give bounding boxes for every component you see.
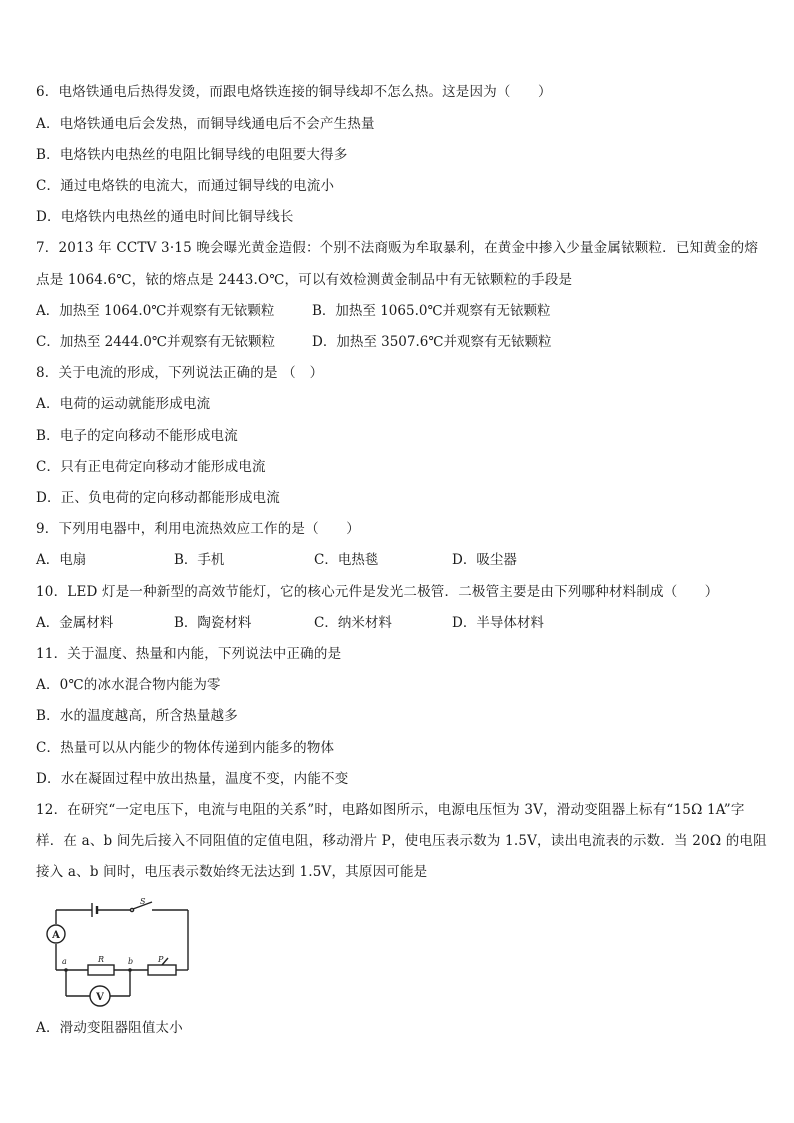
switch-label: S [140,898,146,906]
q7-option-b: B．加热至 1065.0℃并观察有无铱颗粒 [312,303,551,319]
q12-option-a: A．滑动变阻器阻值太小 [36,1020,183,1036]
q12-stem-line1: 12．在研究“一定电压下，电流与电阻的关系”时，电路如图所示，电源电压恒为 3V，滑动变阻器上标有“15Ω 1A”字 [36,802,745,818]
q7-option-a: A．加热至 1064.0℃并观察有无铱颗粒 [36,303,275,319]
q6-stem: 6．电烙铁通电后热得发烫，而跟电烙铁连接的铜导线却不怎么热。这是因为（ ） [36,84,552,100]
rheostat [148,965,176,975]
q10-stem: 10．LED 灯是一种新型的高效节能灯，它的核心元件是发光二极管．二极管主要是由下列哪种材料制成（ ） [36,584,719,600]
q11-option-d: D．水在凝固过程中放出热量，温度不变，内能不变 [36,771,349,787]
voltmeter-label: V [96,992,104,1003]
point-a-label: a [62,957,67,966]
q8-option-d: D．正、负电荷的定向移动都能形成电流 [36,490,280,506]
ammeter-label: A [52,930,60,941]
q8-stem: 8．关于电流的形成，下列说法正确的是 （ ） [36,365,324,381]
q8-option-a: A．电荷的运动就能形成电流 [36,396,211,412]
q9-option-a: A．电扇 [36,552,87,568]
q8-option-c: C．只有正电荷定向移动才能形成电流 [36,459,266,475]
node-b-dot [128,968,132,972]
q11-option-a: A．0℃的冰水混合物内能为零 [36,677,221,693]
q6-option-a: A．电烙铁通电后会发热，而铜导线通电后不会产生热量 [36,116,375,132]
circuit-diagram [44,898,194,1008]
q9-option-d: D．吸尘器 [452,552,517,568]
q7-stem-line2: 点是 1064.6℃，铱的熔点是 2443.O℃，可以有效检测黄金制品中有无铱颗粒的手段是 [36,272,573,288]
q10-option-b: B．陶瓷材料 [174,615,252,631]
q10-option-a: A．金属材料 [36,615,114,631]
q9-option-c: C．电热毯 [314,552,379,568]
q6-option-c: C．通过电烙铁的电流大，而通过铜导线的电流小 [36,178,335,194]
q11-option-c: C．热量可以从内能少的物体传递到内能多的物体 [36,740,335,756]
q10-option-c: C．纳米材料 [314,615,392,631]
q7-stem-line1: 7．2013 年 CCTV 3·15 晚会曝光黄金造假：个别不法商贩为牟取暴利，在黄金中掺入少量金属铱颗粒．已知黄金的熔 [36,240,759,256]
q6-option-b: B．电烙铁内电热丝的电阻比铜导线的电阻要大得多 [36,147,348,163]
node-a-dot [64,968,68,972]
q12-stem-line3: 接入 a、b 间时，电压表示数始终无法达到 1.5V，其原因可能是 [36,864,428,880]
q11-stem: 11．关于温度、热量和内能，下列说法中正确的是 [36,646,342,662]
slider-label: P [158,955,164,964]
q6-option-d: D．电烙铁内电热丝的通电时间比铜导线长 [36,209,294,225]
q10-option-d: D．半导体材料 [452,615,544,631]
q7-option-d: D．加热至 3507.6℃并观察有无铱颗粒 [312,334,552,350]
q9-stem: 9．下列用电器中，利用电流热效应工作的是（ ） [36,521,360,537]
q9-option-b: B．手机 [174,552,225,568]
resistor-r [88,965,114,975]
q7-option-c: C．加热至 2444.0℃并观察有无铱颗粒 [36,334,275,350]
resistor-label: R [98,955,105,964]
q12-stem-line2: 样．在 a、b 间先后接入不同阻值的定值电阻，移动滑片 P，使电压表示数为 1.5V，读出电流表的示数．当 20Ω 的电阻 [36,833,767,849]
q8-option-b: B．电子的定向移动不能形成电流 [36,428,238,444]
point-b-label: b [128,957,134,966]
q11-option-b: B．水的温度越高，所含热量越多 [36,708,238,724]
